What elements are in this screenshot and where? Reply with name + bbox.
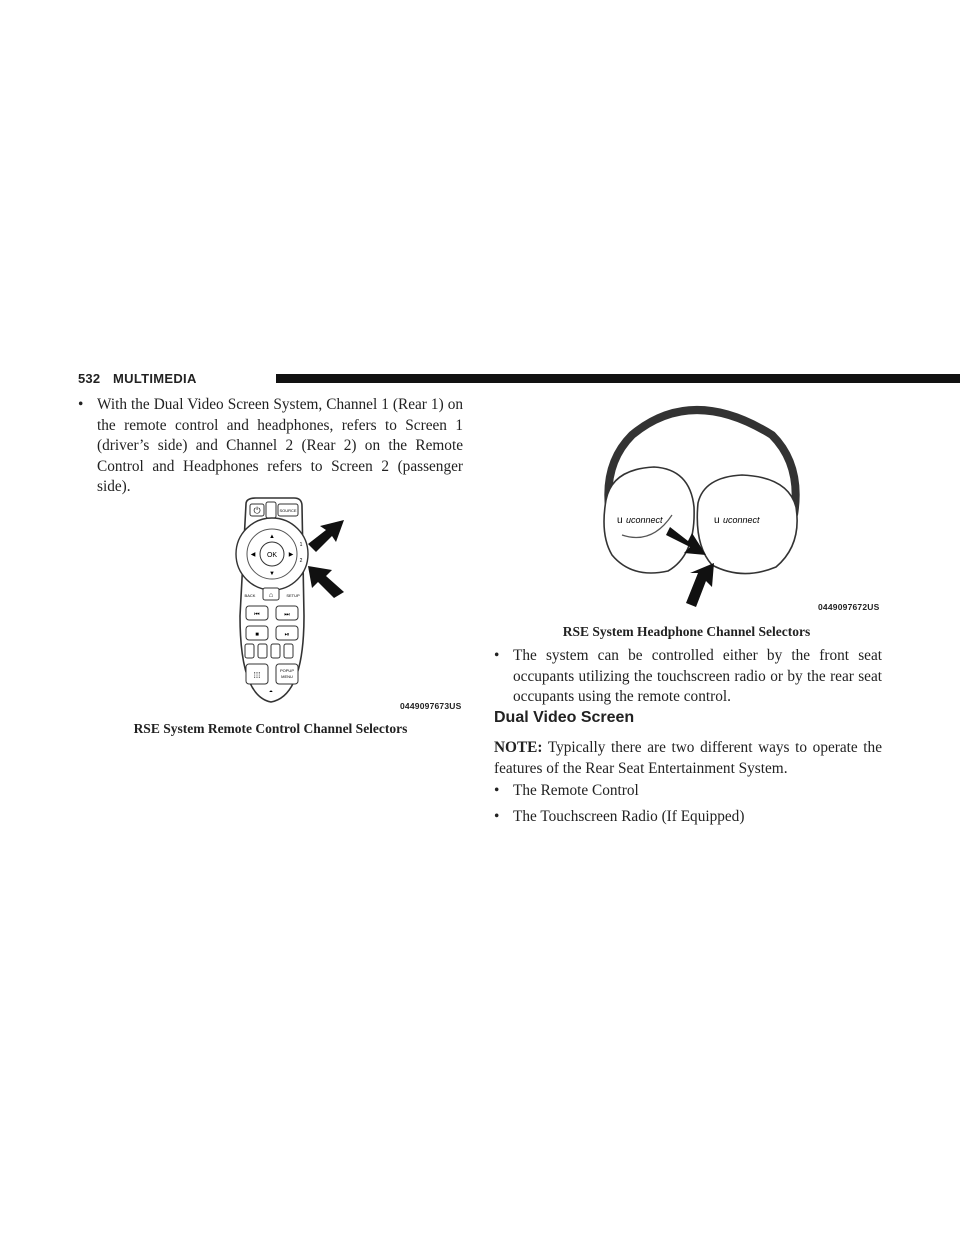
list-item-text: The Touchscreen Radio (If Equipped)	[513, 808, 745, 825]
play-pause-icon: ⏯	[284, 632, 290, 638]
bullet-item-channels	[78, 395, 463, 498]
bluray-logo-icon: ◓	[268, 689, 274, 696]
note-label: NOTE:	[494, 739, 543, 756]
section-title: MULTIMEDIA	[113, 371, 197, 386]
right-uconnect-mark: u	[714, 515, 720, 526]
list-item	[494, 807, 882, 828]
left-bullet	[78, 395, 463, 498]
list-item-text: The Remote Control	[513, 782, 639, 799]
header-rule	[276, 374, 960, 383]
bullet-dot: •	[494, 647, 500, 664]
bullet-text: The system can be controlled either by the front seat occupants utilizing the touchscreen radio or by the rear seat occupants using the remote control.	[513, 647, 882, 705]
power-icon: ⏻	[253, 505, 261, 516]
caption-remote: RSE System Remote Control Channel Selectors	[133, 721, 408, 736]
ok-label: OK	[266, 552, 278, 559]
menu-label: MENU	[281, 674, 293, 679]
setup-label: SETUP	[286, 593, 300, 598]
right-uconnect-logo: uconnect	[723, 515, 760, 525]
note-text: Typically there are two different ways to operate the features of the Rear Seat Entertainment System.	[494, 739, 882, 777]
method-list	[494, 781, 882, 828]
note-paragraph	[494, 738, 882, 779]
remote-control-figure	[226, 496, 466, 706]
bullet-text: With the Dual Video Screen System, Channel 1 (Rear 1) on the remote control and headphones, refers to Screen 1 (driver’s side) and Channel 2 (Rear 2) on the Remote Control and Headphones refers to Screen 2 (passenger side).	[97, 396, 463, 495]
home-icon: ⌂	[268, 592, 274, 599]
previous-icon: ⏮	[254, 612, 260, 618]
left-uconnect-mark: u	[617, 515, 623, 526]
down-arrow-icon: ▼	[269, 571, 275, 577]
color-button-d	[284, 644, 293, 658]
arrow-lower-headphone-icon	[686, 563, 714, 607]
blank-button	[266, 502, 276, 518]
right-arrow-icon: ▶	[288, 552, 294, 558]
color-button-b	[258, 644, 267, 658]
figure-id-headphone: 0449097672US	[818, 602, 880, 612]
popup-label: POPUP	[279, 668, 295, 673]
bullet-dot: •	[78, 396, 84, 413]
section-heading: Dual Video Screen	[494, 709, 635, 726]
page-header	[78, 371, 884, 389]
bullet-dot: •	[494, 782, 500, 799]
right-bullet	[494, 646, 882, 708]
next-icon: ⏭	[284, 612, 290, 618]
arrow-lower-icon	[308, 566, 344, 598]
back-label: BACK	[244, 593, 256, 598]
color-button-c	[271, 644, 280, 658]
figure-id-remote: 0449097673US	[400, 701, 462, 711]
arrow-upper-icon	[308, 520, 344, 552]
left-uconnect-logo: uconnect	[626, 515, 663, 525]
caption-headphone: RSE System Headphone Channel Selectors	[562, 624, 811, 639]
bullet-dot: •	[494, 808, 500, 825]
up-arrow-icon: ▲	[269, 534, 275, 540]
channel-1-label: 1	[299, 542, 303, 548]
list-item	[494, 781, 882, 802]
keypad-icon: ⁞⁞⁞	[253, 671, 261, 680]
color-button-a	[245, 644, 254, 658]
left-arrow-icon: ◀	[250, 552, 256, 558]
headphone-figure	[592, 395, 812, 605]
page-number: 532	[78, 371, 101, 386]
stop-icon: ■	[255, 632, 259, 638]
channel-2-label: 2	[299, 558, 303, 564]
source-label: SOURCE	[279, 508, 297, 513]
bullet-item-control	[494, 646, 882, 708]
